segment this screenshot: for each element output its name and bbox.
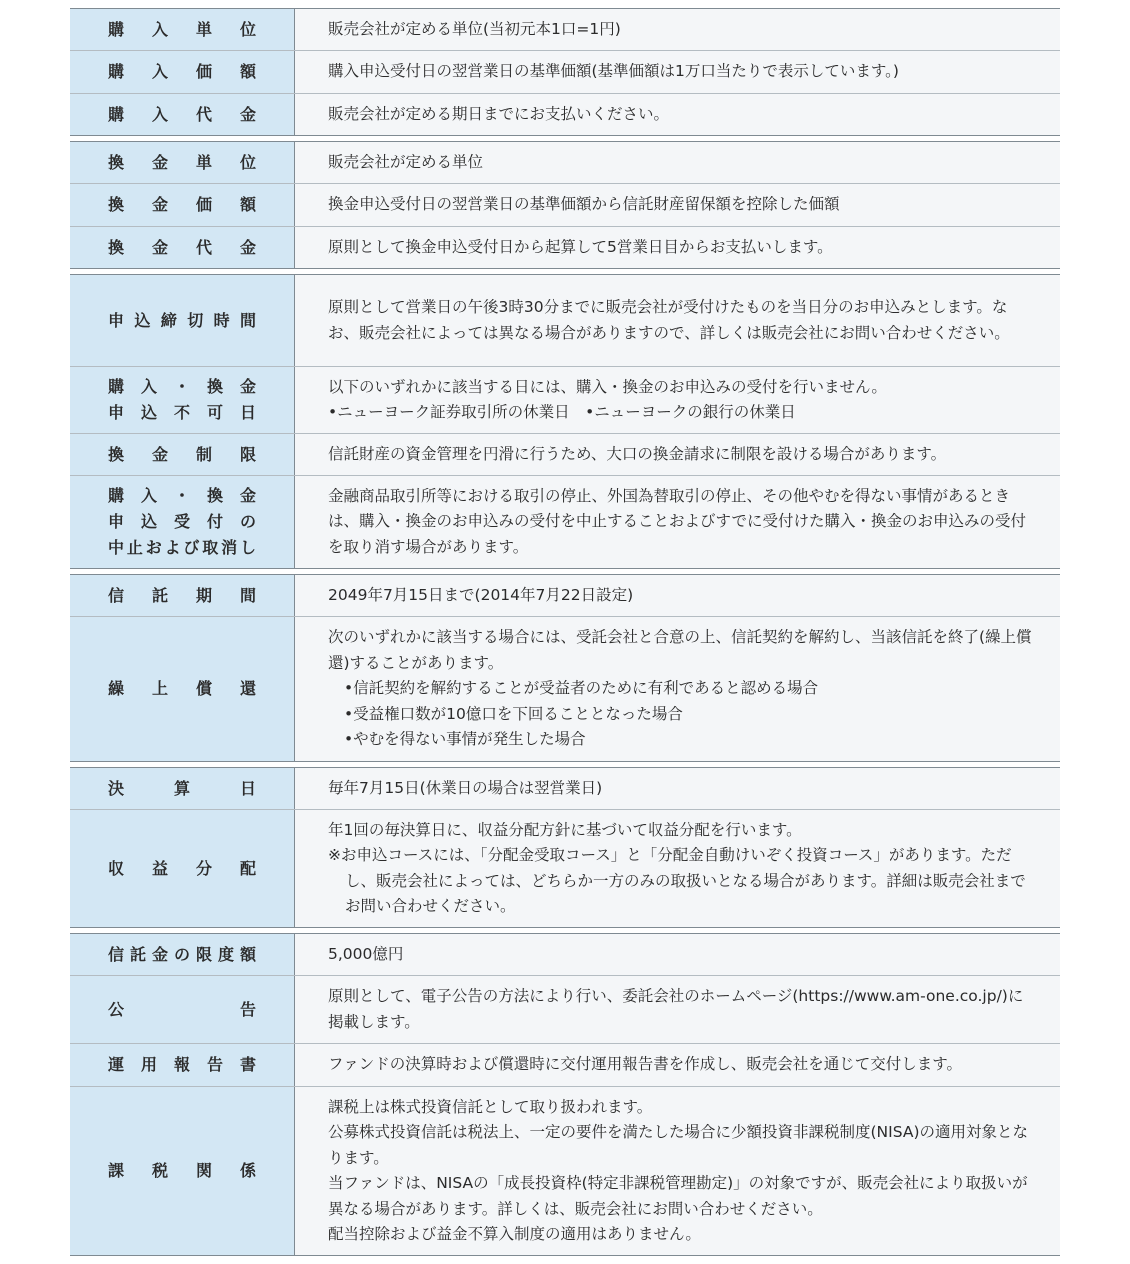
row-settlement-date xyxy=(70,768,1060,810)
row-label: 換金単位 xyxy=(108,152,256,172)
row-public-notice xyxy=(70,976,1060,1044)
row-label: 公告 xyxy=(108,999,256,1019)
row-purchase-price xyxy=(70,51,1060,94)
row-value: 5,000億円 xyxy=(328,944,404,963)
row-label: 申込締切時間 xyxy=(108,310,256,330)
application-group xyxy=(70,274,1060,569)
row-label: 収益分配 xyxy=(108,858,256,878)
row-value: 原則として、電子公告の方法により行い、委託会社のホームページ(https://www.am-one.co.jp/)に掲載します。 xyxy=(328,987,1024,1031)
row-tax xyxy=(70,1087,1060,1255)
row-trust-limit xyxy=(70,934,1060,976)
row-value: 2049年7月15日まで(2014年7月22日設定) xyxy=(328,585,634,604)
row-value: 換金申込受付日の翌営業日の基準価額から信託財産留保額を控除した価額 xyxy=(328,195,840,214)
row-distribution xyxy=(70,810,1060,927)
row-report xyxy=(70,1044,1060,1087)
row-closed-days xyxy=(70,367,1060,434)
row-label: 課税関係 xyxy=(108,1161,256,1180)
trust-group xyxy=(70,574,1060,762)
row-value: 年1回の毎決算日に、収益分配方針に基づいて収益分配を行います。 xyxy=(328,820,802,839)
row-label: 購入・換金 申込受付の 中止および取消し xyxy=(108,486,256,557)
purchase-group xyxy=(70,8,1060,136)
settlement-group xyxy=(70,767,1060,928)
row-label: 決算日 xyxy=(108,778,256,798)
row-value: 原則として換金申込受付日から起算して5営業日目からお支払いします。 xyxy=(328,237,833,256)
row-label: 換金制限 xyxy=(108,444,256,464)
row-label: 信託金の限度額 xyxy=(108,944,256,964)
row-value: 購入申込受付日の翌営業日の基準価額(基準価額は1万口当たりで表示しています。) xyxy=(328,62,899,81)
row-value: 販売会社が定める単位 xyxy=(328,152,484,171)
row-purchase-payment xyxy=(70,94,1060,135)
row-value: •ニューヨーク証券取引所の休業日 •ニューヨークの銀行の休業日 xyxy=(328,403,796,421)
row-redeem-payment xyxy=(70,227,1060,268)
row-early-redemption xyxy=(70,617,1060,761)
row-value: 配当控除および益金不算入制度の適用はありません。 xyxy=(328,1225,701,1243)
row-label: 購入価額 xyxy=(108,62,256,81)
row-label: 購入単位 xyxy=(108,19,256,39)
row-label: 繰上償還 xyxy=(108,679,256,698)
row-label: 信託期間 xyxy=(108,585,256,605)
row-value: 当ファンドは、NISAの「成長投資枠(特定非課税管理勘定)」の対象ですが、販売会社により取扱いが異なる場合があります。詳しくは、販売会社にお問い合わせください。 xyxy=(328,1174,1028,1218)
row-value: 以下のいずれかに該当する日には、購入・換金のお申込みの受付を行いません。 xyxy=(328,377,887,396)
row-value: ファンドの決算時および償還時に交付運用報告書を作成し、販売会社を通じて交付します。 xyxy=(328,1055,962,1074)
row-value: 毎年7月15日(休業日の場合は翌営業日) xyxy=(328,778,603,797)
row-deadline xyxy=(70,275,1060,367)
row-label: 購入代金 xyxy=(108,104,256,124)
row-label: 換金価額 xyxy=(108,195,256,214)
row-value: 次のいずれかに該当する場合には、受託会社と合意の上、信託契約を解約し、当該信託を終了(繰上償還)することがあります。 xyxy=(328,628,1032,672)
row-label: 購入・換金 申込不可日 xyxy=(108,377,256,422)
row-note: ※お申込コースには、「分配金受取コース」と「分配金自動けいぞく投資コース」があります。ただし、販売会社によっては、どちらか一方のみの取扱いとなる場合があります。詳細は販売会社までお問い合わせください。 xyxy=(328,846,1026,915)
row-value: 信託財産の資金管理を円滑に行うため、大口の換金請求に制限を設ける場合があります。 xyxy=(328,444,947,463)
row-value: 公募株式投資信託は税法上、一定の要件を満たした場合に少額投資非課税制度(NISA)の適用対象となります。 xyxy=(328,1123,1028,1167)
row-trust-period xyxy=(70,575,1060,617)
row-value: 原則として営業日の午後3時30分までに販売会社が受付けたものを当日分のお申込みとします。なお、販売会社によっては異なる場合がありますので、詳しくは販売会社にお問い合わせください。 xyxy=(328,298,1010,342)
row-value: 金融商品取引所等における取引の停止、外国為替取引の停止、その他やむを得ない事情があるときは、購入・換金のお申込みの受付を中止することおよびすでに受付けた購入・換金のお申込みの受付を取り消す場合があります。 xyxy=(328,486,1026,556)
fund-terms-table xyxy=(70,8,1060,1256)
row-label: 運用報告書 xyxy=(108,1055,256,1074)
row-redeem-limit xyxy=(70,434,1060,476)
misc-group xyxy=(70,933,1060,1256)
row-purchase-unit xyxy=(70,9,1060,51)
row-redeem-unit xyxy=(70,142,1060,184)
row-label: 換金代金 xyxy=(108,237,256,257)
list-item: •信託契約を解約することが受益者のために有利であると認める場合 xyxy=(344,679,819,698)
row-redeem-price xyxy=(70,184,1060,227)
redeem-group xyxy=(70,141,1060,269)
row-suspension xyxy=(70,476,1060,568)
row-value: 販売会社が定める期日までにお支払いください。 xyxy=(328,104,670,123)
row-value: 課税上は株式投資信託として取り扱われます。 xyxy=(328,1097,653,1116)
list-item: •受益権口数が10億口を下回ることとなった場合 xyxy=(344,704,683,723)
row-value: 販売会社が定める単位(当初元本1口=1円) xyxy=(328,19,621,38)
list-item: •やむを得ない事情が発生した場合 xyxy=(344,730,586,749)
